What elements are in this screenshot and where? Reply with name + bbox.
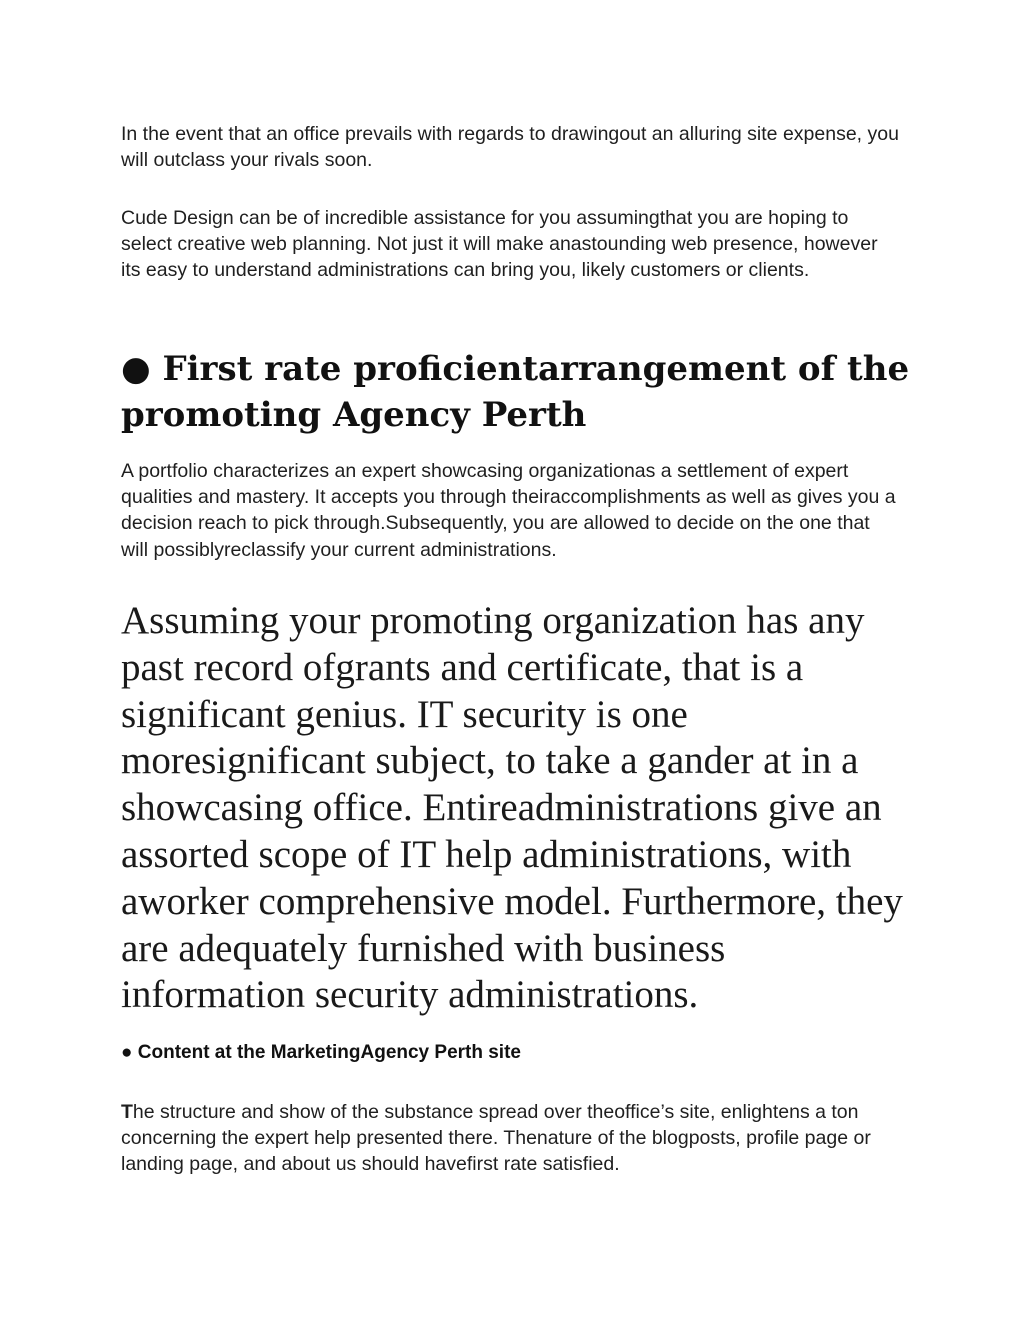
content-paragraph [121,1099,901,1178]
intro-paragraph: In the event that an office prevails with regards to drawingout an alluring site expense, you will outclass your rivals soon. [121,123,899,172]
section-heading-content: ● Content at the MarketingAgency Perth site [121,1042,521,1063]
lead-letter: T [121,1101,133,1123]
portfolio-paragraph: A portfolio characterizes an expert showcasing organizationas a settlement of expert qualities and mastery. It accepts you through theiraccomplishments as well as gives you a decision reach to pick through.Subsequently, you are allowed to decide on the one that will possiblyreclassify your current administrations. [121,460,896,561]
cude-design-paragraph: Cude Design can be of incredible assistance for you assumingthat you are hoping to select creative web planning. Not just it will make anastounding web presence, however its easy to understand administrations can bring you, likely customers or clients. [121,207,878,282]
section-heading-portfolio: ● First rate proficientarrangement of the promoting Agency Perth [121,349,910,435]
content-paragraph-text: he structure and show of the substance spread over theoffice’s site, enlightens a ton concerning the expert help presented there. Thenature of the blogposts, profile page or landing page, and about us should havefirst rate satisfied. [121,1101,871,1176]
large-body-paragraph: Assuming your promoting organization has any past record ofgrants and certificate, that is a significant genius. IT security is one moresignificant subject, to take a gander at in a showcasing office. Entireadministrations give an assorted scope of IT help administrations, with aworker comprehensive model. Furthermore, they are adequately furnished with business information security administrations. [121,599,903,1017]
